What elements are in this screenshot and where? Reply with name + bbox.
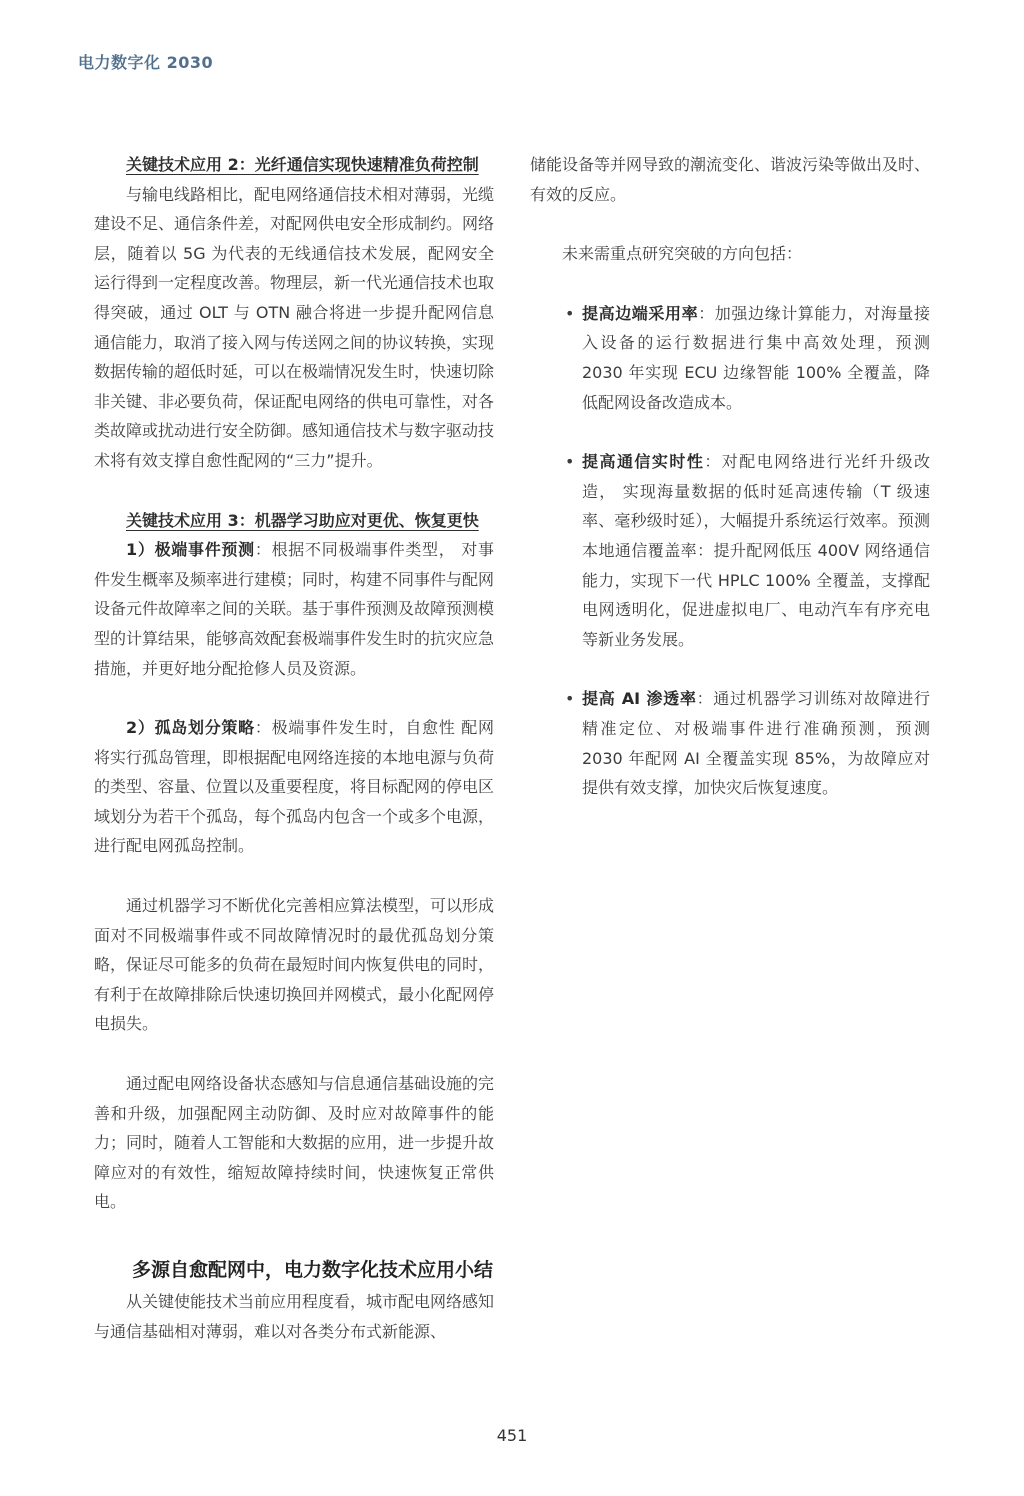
bullet-icon: • bbox=[565, 689, 575, 709]
item-text: ：根据不同极端事件类型， 对事件发生概率及频率进行建模；同时，构建不同事件与配网设备元件故障率之间的关联。基于事件预测及故障预测模型的计算结果，能够高效配套极端事件发生时的抗灾应急措施，并更好地分配抢修人员及资源。 bbox=[94, 540, 495, 678]
paragraph: 未来需重点研究突破的方向包括： bbox=[562, 244, 803, 264]
running-header: 电力数字化 2030 bbox=[78, 53, 214, 72]
bullet-icon: • bbox=[565, 452, 575, 472]
bullet-label: 提高边端采用率 bbox=[582, 303, 699, 323]
item-label: 2）孤岛划分策略 bbox=[126, 718, 255, 738]
paragraph: 通过机器学习不断优化完善相应算法模型，可以形成面对不同极端事件或不同故障情况时的最优孤岛划分策略，保证尽可能多的负荷在最短时间内恢复供电的同时，有利于在故障排除后快速切换回并网模式，最小化配网停电损失。 bbox=[94, 896, 495, 1034]
bullet-item bbox=[530, 447, 930, 654]
item-label: 1）极端事件预测 bbox=[126, 540, 255, 560]
bullet-item bbox=[530, 684, 930, 802]
section-subheading-1: 关键技术应用 2：光纤通信实现快速精准负荷控制 bbox=[126, 155, 479, 174]
item-text: ：极端事件发生时，自愈性 配网将实行孤岛管理，即根据配电网络连接的本地电源与负荷的类型、容量、位置以及重要程度，将目标配网的停电区域划分为若干个孤岛，每个孤岛内包含一个或多个电源，进行配电网孤岛控制。 bbox=[94, 718, 495, 856]
right-column bbox=[530, 150, 930, 803]
bullet-text: ：加强边缘计算能力，对海量接入设备的运行数据进行集中高效处理，预测 2030 年实现 ECU 边缘智能 100% 全覆盖，降低配网设备改造成本。 bbox=[582, 303, 930, 412]
paragraph: 与输电线路相比，配电网络通信技术相对薄弱，光缆建设不足、通信条件差，对配网供电安全形成制约。网络层，随着以 5G 为代表的无线通信技术发展，配网安全运行得到一定程度改善。物理层，新一代光通信技术也取得突破，通过 OLT 与 OTN 融合将进一步提升配网信息通信能力，取消了接入网与传送网之间的协议转换，实现数据传输的超低时延，可以在极端情况发生时，快速切除非关键、非必要负荷，保证配电网络的供电可靠性，对各类故障或扰动进行安全防御。感知通信技术与数字驱动技术将有效支撑自愈性配网的“三力”提升。 bbox=[94, 184, 495, 470]
paragraph: 通过配电网络设备状态感知与信息通信基础设施的完善和升级，加强配网主动防御、及时应对故障事件的能力；同时，随着人工智能和大数据的应用，进一步提升故障应对的有效性，缩短故障持续时间，快速恢复正常供电。 bbox=[94, 1074, 495, 1212]
left-column bbox=[94, 150, 494, 1346]
paragraph: 储能设备等并网导致的潮流变化、谐波污染等做出及时、有效的反应。 bbox=[530, 155, 931, 204]
bullet-label: 提高通信实时性 bbox=[582, 452, 705, 472]
bullet-text: ：对配电网络进行光纤升级改造， 实现海量数据的低时延高速传输（T 级速率、毫秒级时延），大幅提升系统运行效率。预测本地通信覆盖率：提升配网低压 400V 网络通信能力，实现下一代 HPLC 100% 全覆盖，支撑配电网透明化，促进虚拟电厂、电动汽车有序充电等新业务发展。 bbox=[582, 452, 930, 649]
list-item bbox=[94, 713, 494, 861]
bullet-text: ：通过机器学习训练对故障进行精准定位、对极端事件进行准确预测，预测 2030 年配网 AI 全覆盖实现 85%，为故障应对提供有效支撑，加快灾后恢复速度。 bbox=[582, 689, 930, 798]
bullet-icon: • bbox=[565, 303, 575, 323]
section-subheading-2: 关键技术应用 3：机器学习助应对更优、恢复更快 bbox=[126, 510, 479, 530]
section-heading: 多源自愈配网中，电力数字化技术应用小结 bbox=[132, 1259, 494, 1281]
page-number: 451 bbox=[496, 1426, 528, 1445]
bullet-item bbox=[530, 299, 930, 417]
bullet-label: 提高 AI 渗透率 bbox=[582, 689, 697, 709]
list-item bbox=[94, 535, 494, 683]
paragraph: 从关键使能技术当前应用程度看，城市配电网络感知与通信基础相对薄弱，难以对各类分布式新能源、 bbox=[94, 1292, 495, 1341]
